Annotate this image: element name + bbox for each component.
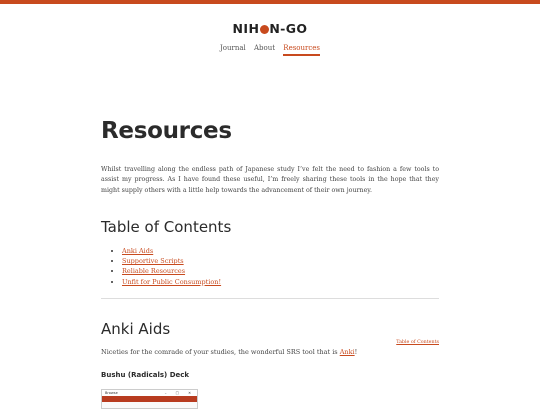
section-divider (101, 298, 439, 299)
main-nav (0, 44, 540, 56)
top-accent-bar (0, 0, 540, 4)
logo-text-left: NIH (232, 21, 260, 36)
toc-link-reliable-resources[interactable]: Reliable Resources (122, 267, 186, 276)
screenshot-titlebar (102, 390, 197, 396)
anki-text-after: ! (354, 348, 358, 356)
toc-link-supportive-scripts[interactable]: Supportive Scripts (122, 257, 184, 266)
toc-item (122, 277, 221, 287)
screenshot-window-title: Browse (105, 391, 118, 395)
toc-link-anki-aids[interactable]: Anki Aids (122, 247, 154, 255)
window-controls-icon: – □ ✕ (164, 391, 195, 395)
toc-heading: Table of Contents (101, 218, 232, 236)
anki-text-before: Niceties for the comrade of your studies, the wonderful SRS tool that is (101, 348, 340, 356)
toc-link-unfit-for-public[interactable]: Unfit for Public Consumption! (122, 277, 222, 286)
toc-item (122, 256, 221, 266)
nav-journal[interactable]: Journal (219, 44, 246, 52)
page-title: Resources (101, 118, 232, 144)
intro-paragraph: Whilst travelling along the endless path of Japanese study I’ve felt the need to fashion a few tools to assist my progress. As I have found these useful, I’m freely sharing these tools in the hope that they might supply others with a little help towards the advancement of their own journey. (101, 166, 439, 194)
nav-about[interactable]: About (253, 44, 276, 52)
anki-description (101, 348, 357, 356)
anki-aids-heading: Anki Aids (101, 320, 171, 338)
toc-item (122, 246, 221, 256)
screenshot-header-bar (102, 396, 197, 402)
anki-link[interactable]: Anki (339, 348, 355, 356)
back-to-toc-link[interactable]: Table of Contents (396, 340, 439, 345)
site-logo[interactable] (0, 21, 540, 36)
toc-item (122, 266, 221, 276)
logo-text-right: N-GO (269, 21, 308, 36)
bushu-deck-heading: Bushu (Radicals) Deck (101, 371, 190, 379)
nav-resources[interactable]: Resources (283, 44, 320, 56)
deck-screenshot (101, 389, 198, 409)
toc-list (101, 246, 221, 287)
logo-sun-icon (260, 25, 269, 34)
